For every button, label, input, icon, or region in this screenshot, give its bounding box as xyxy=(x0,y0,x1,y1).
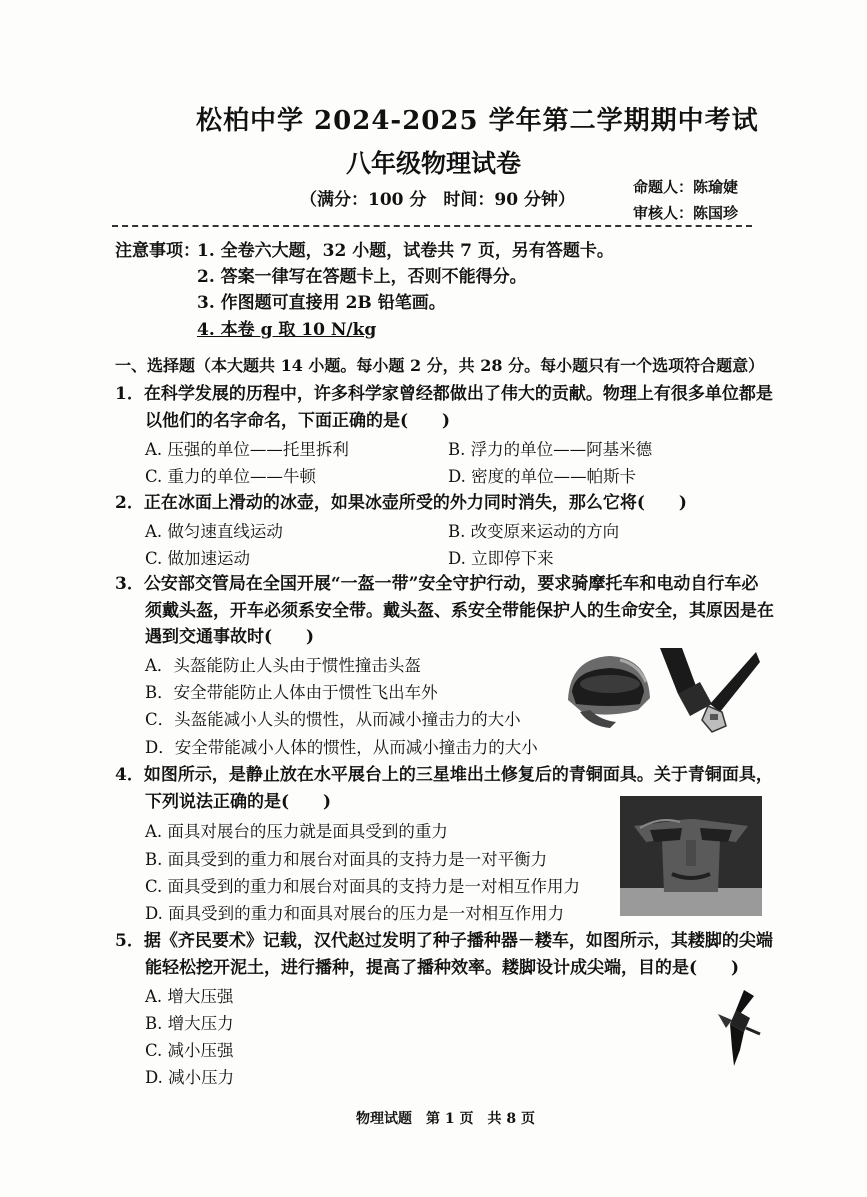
option: D. 密度的单位——帕斯卡 xyxy=(448,467,637,486)
section-heading: 一、选择题（本大题共 14 小题。每小题 2 分，共 28 分。每小题只有一个选项符合题意） xyxy=(115,356,765,375)
option: D. 立即停下来 xyxy=(448,549,554,568)
option: C. 减小压强 xyxy=(145,1041,234,1060)
note-item: 4. 本卷 g 取 10 N/kg xyxy=(197,320,377,340)
seed-drill-image xyxy=(710,988,765,1068)
option: C．头盔能减小人头的惯性，从而减小撞击力的大小 xyxy=(145,710,521,729)
option: A. 增大压强 xyxy=(145,987,234,1006)
question-line: 能轻松挖开泥土，进行播种，提高了播种效率。耧脚设计成尖端，目的是( ) xyxy=(145,958,740,978)
notes-label: 注意事项： xyxy=(115,241,200,261)
option: B. 浮力的单位——阿基米德 xyxy=(448,440,653,459)
header-divider xyxy=(112,225,752,227)
option: B. 面具受到的重力和展台对面具的支持力是一对平衡力 xyxy=(145,850,548,869)
option: D．安全带能减小人体的惯性，从而减小撞击力的大小 xyxy=(145,738,538,757)
exam-subtitle: 八年级物理试卷 xyxy=(346,149,522,178)
reviewer: 审核人：陈国珍 xyxy=(633,204,739,222)
bronze-mask-image xyxy=(620,796,762,916)
option: C. 重力的单位——牛顿 xyxy=(145,467,317,486)
option: B. 增大压力 xyxy=(145,1014,234,1033)
option: A. 面具对展台的压力就是面具受到的重力 xyxy=(145,822,448,841)
helmet-image xyxy=(560,648,655,730)
question-line: 以他们的名字命名，下面正确的是( ) xyxy=(145,411,451,431)
option: D. 面具受到的重力和面具对展台的压力是一对相互作用力 xyxy=(145,904,565,923)
option: D. 减小压力 xyxy=(145,1068,235,1087)
seatbelt-image xyxy=(656,646,762,736)
option: A. 压强的单位——托里拆利 xyxy=(145,440,349,459)
note-item: 1. 全卷六大题，32 小题，试卷共 7 页，另有答题卡。 xyxy=(197,241,614,261)
note-item: 2. 答案一律写在答题卡上，否则不能得分。 xyxy=(197,267,527,287)
option: A．头盔能防止人头由于惯性撞击头盔 xyxy=(145,656,421,675)
author: 命题人：陈瑜婕 xyxy=(633,178,739,196)
option: A. 做匀速直线运动 xyxy=(145,522,283,541)
question-line: 2．正在冰面上滑动的冰壶，如果冰壶所受的外力同时消失，那么它将( ) xyxy=(115,493,687,513)
question-line: 下列说法正确的是( ) xyxy=(145,792,332,812)
page-footer: 物理试题 第 1 页 共 8 页 xyxy=(356,1111,535,1127)
question-line: 遇到交通事故时( ) xyxy=(145,627,315,647)
question-line: 3．公安部交管局在全国开展“一盔一带”安全守护行动，要求骑摩托车和电动自行车必 xyxy=(115,574,759,594)
option: B. 改变原来运动的方向 xyxy=(448,522,620,541)
score-time: （满分：100 分 时间：90 分钟） xyxy=(300,190,575,210)
question-line: 5．据《齐民要术》记载，汉代赵过发明了种子播种器－耧车，如图所示，其耧脚的尖端 xyxy=(115,931,773,951)
note-item: 3. 作图题可直接用 2B 铅笔画。 xyxy=(197,293,446,313)
question-line: 4．如图所示，是静止放在水平展台上的三星堆出土修复后的青铜面具。关于青铜面具， xyxy=(115,765,773,785)
question-line: 1．在科学发展的历程中，许多科学家曾经都做出了伟大的贡献。物理上有很多单位都是 xyxy=(115,384,773,404)
question-line: 须戴头盔，开车必须系安全带。戴头盔、系安全带能保护人的生命安全，其原因是在 xyxy=(145,601,774,621)
option: B．安全带能防止人体由于惯性飞出车外 xyxy=(145,683,438,702)
option: C. 面具受到的重力和展台对面具的支持力是一对相互作用力 xyxy=(145,877,581,896)
option: C. 做加速运动 xyxy=(145,549,251,568)
exam-title: 松柏中学 2024-2025 学年第二学期期中考试 xyxy=(196,106,759,136)
